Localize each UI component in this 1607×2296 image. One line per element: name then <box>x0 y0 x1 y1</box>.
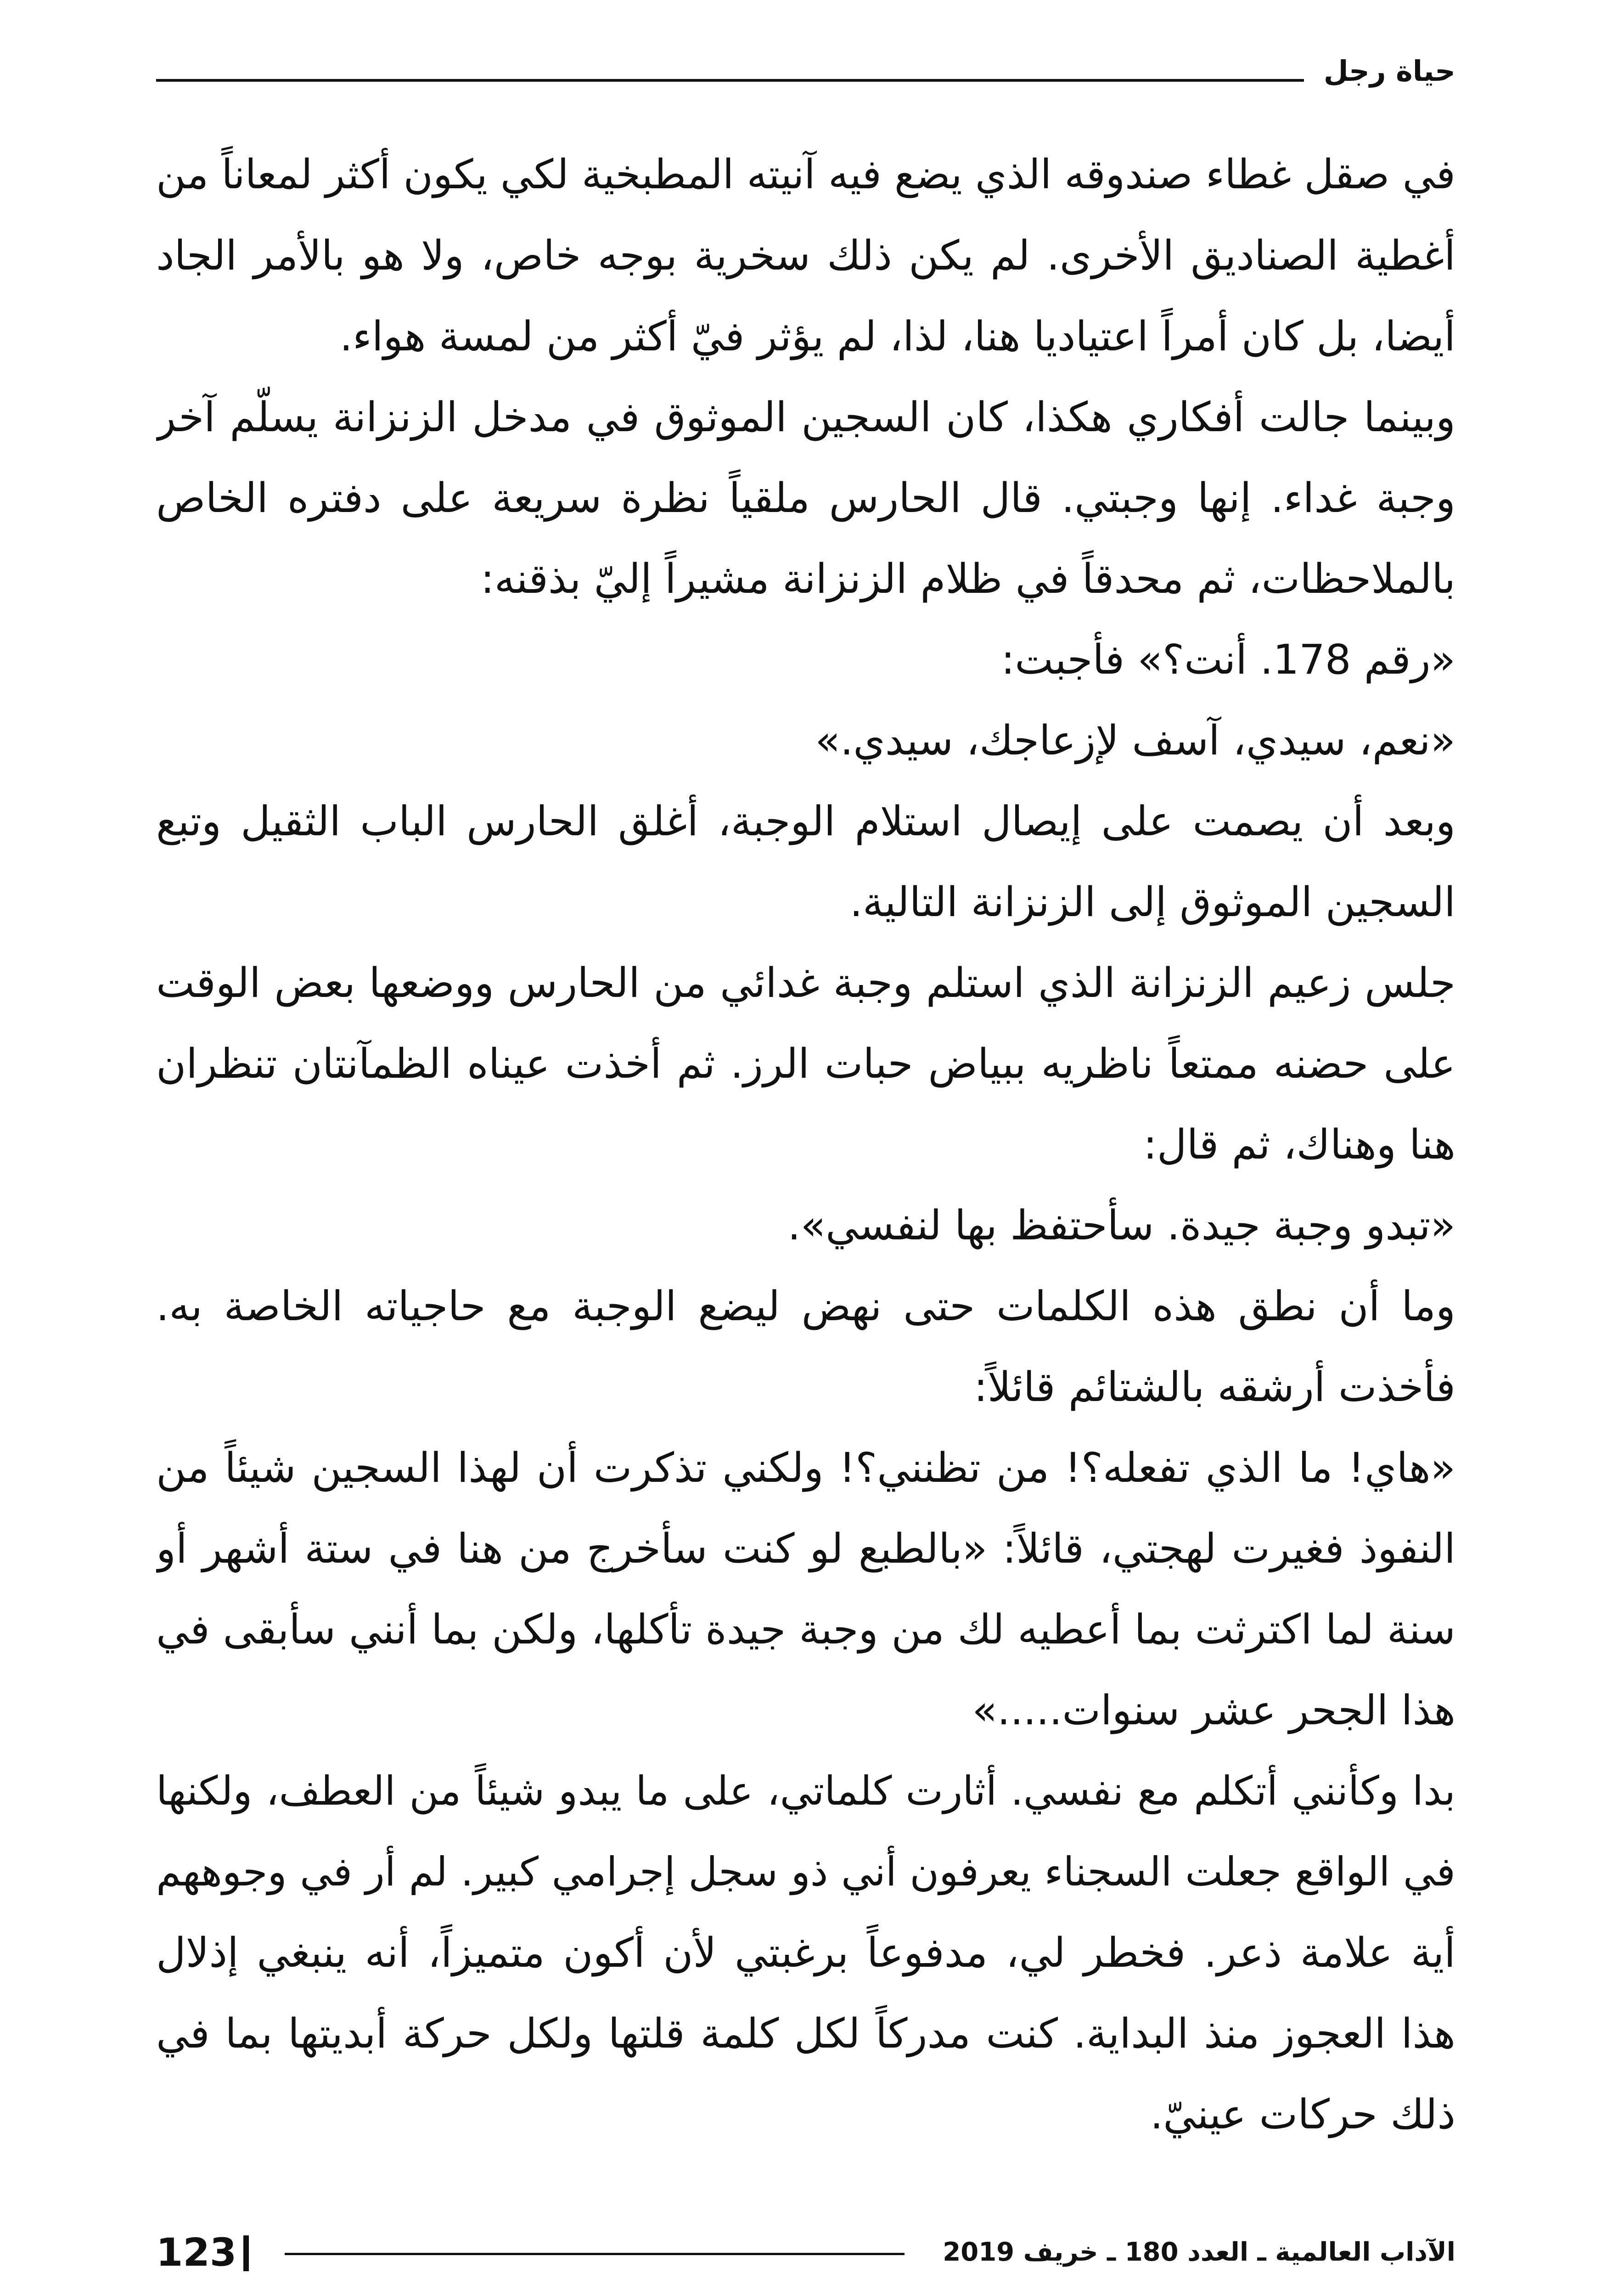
text-line: ذلك حركات عينيّ. <box>1150 2090 1455 2138</box>
text-line: أية علامة ذعر. فخطر لي، مدفوعاً برغبتي لأن أكون متميزاً، أنه ينبغي إذلال <box>156 1929 1455 1976</box>
text-line: في صقل غطاء صندوقه الذي يضع فيه آنيته المطبخية لكي يكون أكثر لمعاناً من <box>156 151 1455 198</box>
page-footer <box>156 2223 1455 2282</box>
text-line: جلس زعيم الزنزانة الذي استلم وجبة غدائي من الحارس ووضعها بعض الوقت <box>156 959 1455 1007</box>
text-line: «نعم، سيدي، آسف لإزعاجك، سيدي.» <box>815 716 1455 764</box>
text-line: «رقم 178. أنت؟» فأجبت: <box>1001 636 1455 683</box>
text-line: وبينما جالت أفكاري هكذا، كان السجين الموثوق في مدخل الزنزانة يسلّم آخر <box>156 393 1455 441</box>
text-line: بدا وكأنني أتكلم مع نفسي. أثارت كلماتي، على ما يبدو شيئاً من العطف، ولكنها <box>156 1767 1455 1814</box>
text-line: بالملاحظات، ثم محدقاً في ظلام الزنزانة مشيراً إليّ بذقنه: <box>480 555 1455 602</box>
text-line: وما أن نطق هذه الكلمات حتى نهض ليضع الوجبة مع حاجياته الخاصة به. <box>156 1282 1455 1330</box>
text-line: على حضنه ممتعاً ناظريه ببياض حبات الرز. ثم أخذت عيناه الظمآنتان تنظران <box>156 1040 1455 1087</box>
text-line: أيضا، بل كان أمراً اعتياديا هنا، لذا، لم يؤثر فيّ أكثر من لمسة هواء. <box>339 312 1455 360</box>
text-line: سنة لما اكترثت بما أعطيه لك من وجبة جيدة تأكلها، ولكن بما أنني سأبقى في <box>156 1605 1455 1653</box>
text-line: هنا وهناك، ثم قال: <box>1143 1120 1455 1168</box>
text-line: السجين الموثوق إلى الزنزانة التالية. <box>849 878 1455 926</box>
running-title: حياة رجل <box>1323 54 1455 88</box>
footer-separator-bar <box>243 2235 249 2271</box>
text-line: وجبة غداء. إنها وجبتي. قال الحارس ملقياً نظرة سريعة على دفتره الخاص <box>156 474 1455 522</box>
text-line: في الواقع جعلت السجناء يعرفون أني ذو سجل إجرامي كبير. لم أر في وجوههم <box>156 1848 1455 1895</box>
text-line: أغطية الصناديق الأخرى. لم يكن ذلك سخرية بوجه خاص، ولا هو بالأمر الجاد <box>156 231 1455 279</box>
header-rule <box>156 79 1304 82</box>
text-line: فأخذت أرشقه بالشتائم قائلاً: <box>974 1363 1455 1411</box>
text-line: هذا العجوز منذ البداية. كنت مدركاً لكل كلمة قلتها ولكل حركة أبديتها بما في <box>156 2009 1455 2057</box>
text-line: هذا الجحر عشر سنوات.....» <box>972 1686 1455 1734</box>
text-line: النفوذ فغيرت لهجتي، قائلاً: «بالطبع لو كنت سأخرج من هنا في ستة أشهر أو <box>156 1525 1455 1572</box>
running-header <box>156 51 1455 92</box>
text-line: «تبدو وجبة جيدة. سأحتفظ بها لنفسي». <box>787 1201 1455 1249</box>
page-number: 123 <box>156 2230 237 2275</box>
text-line: «هاي! ما الذي تفعله؟! من تظنني؟! ولكني تذكرت أن لهذا السجين شيئاً من <box>156 1444 1455 1491</box>
footer-rule <box>285 2253 905 2255</box>
journal-issue-line: الآداب العالمية ـ العدد 180 ـ خريف 2019 <box>943 2237 1455 2267</box>
body-text <box>156 134 1455 2155</box>
text-line: وبعد أن يصمت على إيصال استلام الوجبة، أغلق الحارس الباب الثقيل وتبع <box>156 797 1455 845</box>
